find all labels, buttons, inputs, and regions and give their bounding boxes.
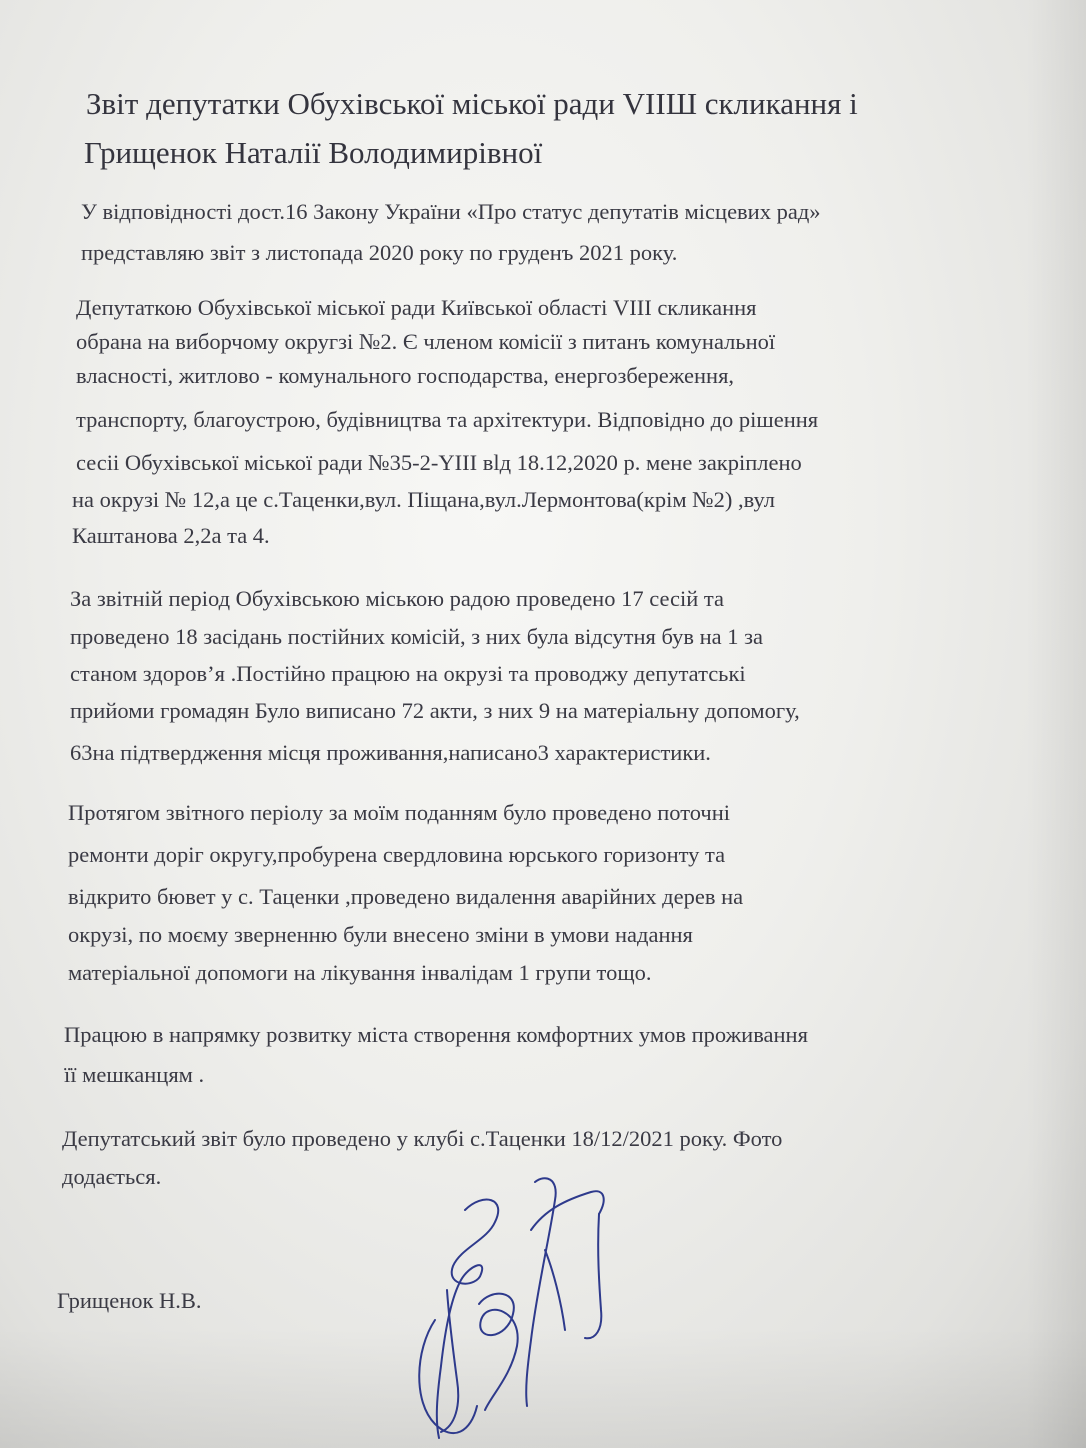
membership-line-4: транспорту, благоустрою, будівництва та архітектури. Відповідно до рішення — [76, 407, 819, 432]
sessions-line-2: проведено 18 засідань постійних комісій, з них була відсутня був на 1 за — [70, 624, 763, 649]
document-title-line-2: Грищенок Наталії Володимирівної — [84, 135, 543, 170]
sessions-line-3: станом здоров’я .Постійно працюю на окрузі та проводжу депутатські — [70, 661, 746, 686]
works-line-5: матеріальної допомоги на лікування інвалідам 1 групи тощо. — [68, 960, 652, 985]
works-line-4: окрузі, по моєму зверненню були внесено зміни в умови надання — [68, 922, 693, 947]
membership-line-1: Депутаткою Обухівської міської ради Київської області VIII скликання — [76, 295, 757, 320]
membership-line-7: Каштанова 2,2а та 4. — [72, 523, 270, 548]
membership-line-6: на окрузі № 12,а це с.Таценки,вул. Піщана,вул.Лермонтова(крім №2) ,вул — [72, 487, 775, 512]
works-line-2: ремонти доріг округу,пробурена свердловина юрського горизонту та — [68, 842, 726, 867]
membership-line-5: сесіі Обухівської міської ради №35-2-YIII вlд 18.12,2020 р. мене закріплено — [76, 450, 802, 475]
sessions-line-5: 63на підтвердження місця проживання,написано3 характеристики. — [70, 740, 711, 765]
membership-line-3: власності, житлово - комунального господарства, енергозбереження, — [76, 363, 735, 388]
membership-line-2: обрана на виборчому округзі №2. Є членом комісії з питанъ комунальної — [76, 329, 776, 354]
report-line-1: Депутатський звіт було проведено у клубі с.Таценки 18/12/2021 року. Фото — [62, 1126, 783, 1151]
page-shadow-right — [1026, 0, 1086, 1448]
intro-line-2: представляю звіт з листопада 2020 року по груденъ 2021 року. — [81, 240, 678, 265]
direction-line-1: Працюю в напрямку розвитку міста створення комфортних умов проживання — [64, 1022, 808, 1047]
sessions-line-1: За звітній період Обухівською міською радою проведено 17 сесій та — [70, 586, 725, 611]
works-line-3: відкрито бювет у с. Таценки ,проведено видалення аварійних дерев на — [68, 884, 744, 909]
works-line-1: Протягом звітного періолу за моїм поданням було проведено поточні — [68, 800, 731, 825]
sessions-line-4: прийоми громадян Було виписано 72 акти, з них 9 на матеріальну допомогу, — [70, 698, 800, 723]
document-title-line-1: Звіт депутатки Обухівської міської ради VIIШ скликання і — [86, 86, 858, 121]
handwritten-signature — [395, 1170, 625, 1448]
direction-line-2: її мешканцям . — [64, 1062, 205, 1087]
report-line-2: додається. — [62, 1164, 162, 1189]
intro-line-1: У відповідності дост.16 Закону України «Про статус депутатів місцевих рад» — [81, 199, 821, 224]
signer-name: Грищенок Н.В. — [57, 1288, 202, 1313]
